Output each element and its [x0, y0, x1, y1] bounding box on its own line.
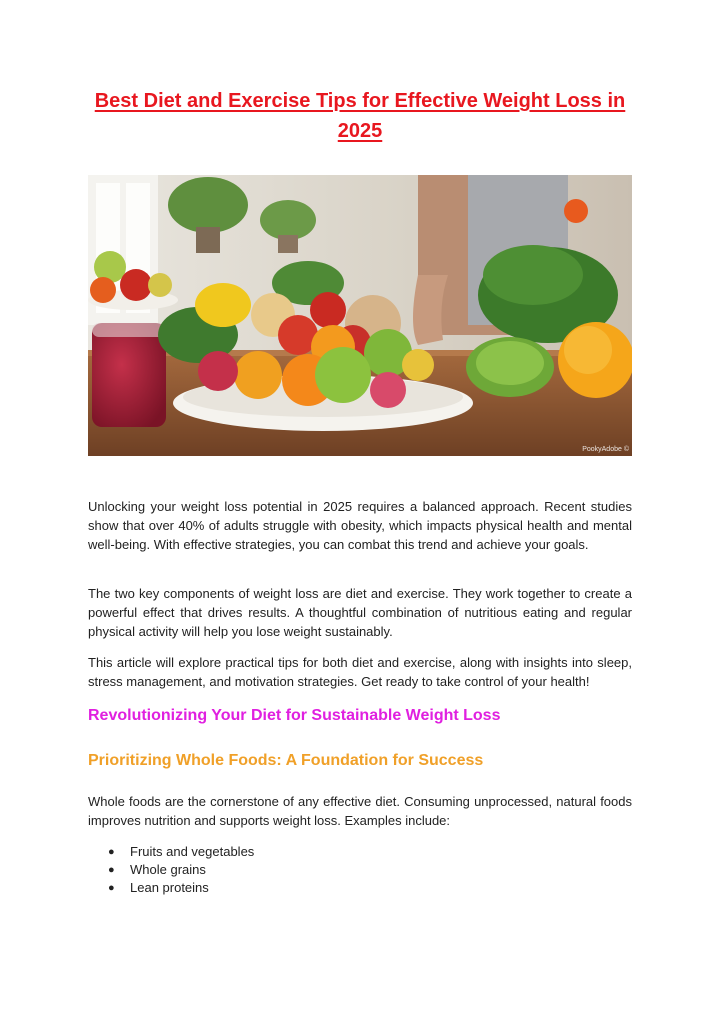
whole-foods-paragraph: Whole foods are the cornerstone of any effective diet. Consuming unprocessed, natural foods improves nutrition and supports weight loss. Examples include:: [88, 794, 632, 828]
hero-image: [88, 175, 632, 456]
intro-paragraph: Unlocking your weight loss potential in 2025 requires a balanced approach. Recent studies show that over 40% of adults struggle with obesity, which impacts physical health and mental well-being. With effective strategies, you can combat this trend and achieve your goals.: [88, 499, 632, 552]
image-watermark: PookyAdobe ©: [582, 446, 629, 453]
bullet-icon: ●: [108, 846, 115, 858]
bullet-icon: ●: [108, 864, 115, 876]
section-heading-diet: Revolutionizing Your Diet for Sustainable Weight Loss: [88, 707, 501, 724]
fruit-bowl-illustration: [88, 175, 632, 456]
diet-exercise-paragraph: The two key components of weight loss are diet and exercise. They work together to create a powerful effect that drives results. A thoughtful combination of nutritious eating and regular physical activity will help you lose weight sustainably.: [88, 586, 632, 639]
bullet-icon: ●: [108, 882, 115, 894]
subsection-heading-whole-foods: Prioritizing Whole Foods: A Foundation for Success: [88, 752, 484, 769]
list-item: ● Lean proteins: [108, 880, 209, 895]
list-item: ● Whole grains: [108, 862, 206, 877]
whole-foods-list: [88, 843, 254, 897]
list-item: ● Fruits and vegetables: [108, 844, 255, 859]
page-title: Best Diet and Exercise Tips for Effective Weight Loss in 2025: [94, 90, 626, 142]
article-overview-paragraph: This article will explore practical tips for both diet and exercise, along with insights into sleep, stress management, and motivation strategies. Get ready to take control of your health!: [88, 655, 632, 689]
